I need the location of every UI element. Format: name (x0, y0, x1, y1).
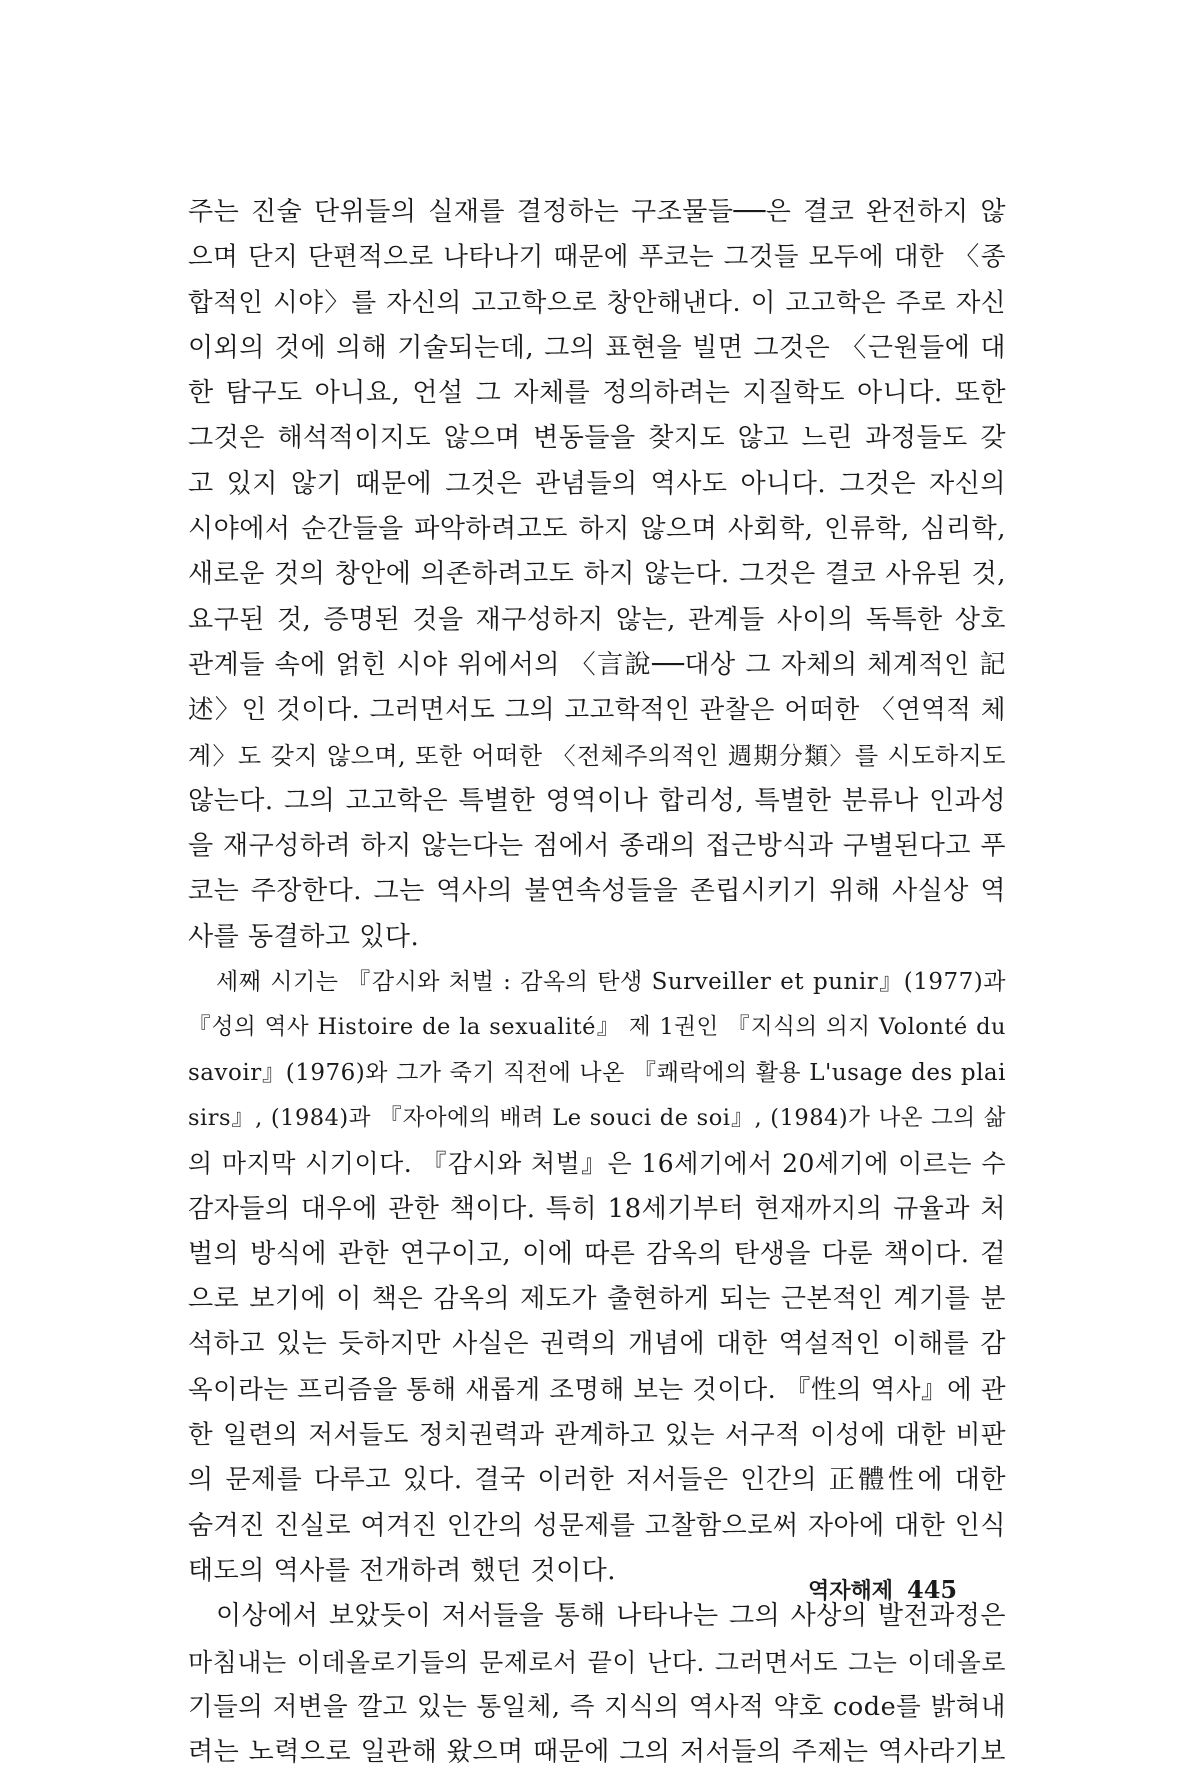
text-line: 이외의 것에 의해 기술되는데, 그의 표현을 빌면 그것은 〈근원들에 대 (188, 332, 1006, 363)
text-line: 벌의 방식에 관한 연구이고, 이에 따른 감옥의 탄생을 다룬 책이다. 겉 (188, 1238, 1006, 1269)
body-text (188, 190, 1006, 1775)
text-line: 계〉도 갖지 않으며, 또한 어떠한 〈전체주의적인 週期分類〉를 시도하지도 (188, 741, 1006, 770)
page-number: 445 (907, 1575, 958, 1604)
text-line: 합적인 시야〉를 자신의 고고학으로 창안해낸다. 이 고고학은 주로 자신 (188, 287, 1006, 318)
text-line: 『성의 역사 Histoire de la sexualité』 제 1권인 『지식의 의지 Volonté du (188, 1014, 1006, 1041)
text-line: 한 탐구도 아니요, 언설 그 자체를 정의하려는 지질학도 아니다. 또한 (188, 378, 1006, 409)
text-line: 고 있지 않기 때문에 그것은 관념들의 역사도 아니다. 그것은 자신의 (188, 468, 1006, 499)
text-line: 시야에서 순간들을 파악하려고도 하지 않으며 사회학, 인류학, 심리학, (188, 514, 1006, 545)
page-footer (808, 1575, 957, 1606)
text-line: 으로 보기에 이 책은 감옥의 제도가 출현하게 되는 근본적인 계기를 분 (188, 1284, 1006, 1315)
text-line: 태도의 역사를 전개하려 했던 것이다. (188, 1555, 617, 1586)
text-line: 마침내는 이데올로기들의 문제로서 끝이 난다. 그러면서도 그는 이데올로 (188, 1647, 1006, 1677)
text-line: savoir』(1976)와 그가 죽기 직전에 나온 『쾌락에의 활용 L'usage des plai (188, 1059, 1006, 1086)
text-line: 述〉인 것이다. 그러면서도 그의 고고학적인 관찰은 어떠한 〈연역적 체 (188, 695, 1006, 726)
text-line: sirs』, (1984)과 『자아에의 배려 Le souci de soi』, (1984)가 나온 그의 삶 (188, 1104, 1006, 1131)
text-line: 관계들 속에 얽힌 시야 위에서의 〈言說──대상 그 자체의 체계적인 記 (188, 649, 1006, 680)
text-line: 의 문제를 다루고 있다. 결국 이러한 저서들은 인간의 正體性에 대한 (188, 1465, 1006, 1496)
text-line: 요구된 것, 증명된 것을 재구성하지 않는, 관계들 사이의 독특한 상호 (188, 604, 1006, 635)
text-line: 새로운 것의 창안에 의존하려고도 하지 않는다. 그것은 결코 사유된 것, (188, 559, 1006, 590)
running-footer-section: 역자해제 (808, 1578, 894, 1604)
text-line: 옥이라는 프리즘을 통해 새롭게 조명해 보는 것이다. 『性의 역사』에 관 (188, 1374, 1006, 1405)
text-line: 그것은 해석적이지도 않으며 변동들을 찾지도 않고 느린 과정들도 갖 (188, 423, 1006, 454)
text-line: 않는다. 그의 고고학은 특별한 영역이나 합리성, 특별한 분류나 인과성 (188, 785, 1006, 816)
text-line: 기들의 저변을 깔고 있는 통일체, 즉 지식의 역사적 약호 code를 밝혀내 (188, 1691, 1006, 1722)
text-line: 으며 단지 단편적으로 나타나기 때문에 푸코는 그것들 모두에 대한 〈종 (188, 242, 1006, 273)
text-line: 세째 시기는 『감시와 처벌 : 감옥의 탄생 Surveiller et punir』(1977)과 (216, 969, 1006, 996)
text-line: 숨겨진 진실로 여겨진 인간의 성문제를 고찰함으로써 자아에 대한 인식 (188, 1510, 1006, 1541)
text-line: 주는 진술 단위들의 실재를 결정하는 구조물들──은 결코 완전하지 않 (188, 197, 1006, 227)
text-line: 을 재구성하려 하지 않는다는 점에서 종래의 접근방식과 구별된다고 푸 (188, 831, 1006, 862)
text-line: 이상에서 보았듯이 저서들을 통해 나타나는 그의 사상의 발전과정은 (216, 1601, 1006, 1632)
text-line: 한 일련의 저서들도 정치권력과 관계하고 있는 서구적 이성에 대한 비판 (188, 1420, 1006, 1451)
text-line: 사를 동결하고 있다. (188, 921, 420, 952)
text-line: 의 마지막 시기이다. 『감시와 처벌』은 16세기에서 20세기에 이르는 수 (188, 1149, 1006, 1179)
text-line: 려는 노력으로 일관해 왔으며 때문에 그의 저서들의 주제는 역사라기보 (188, 1737, 1006, 1768)
text-line: 코는 주장한다. 그는 역사의 불연속성들을 존립시키기 위해 사실상 역 (188, 876, 1006, 907)
text-line: 감자들의 대우에 관한 책이다. 특히 18세기부터 현재까지의 규율과 처 (188, 1193, 1006, 1224)
text-line: 석하고 있는 듯하지만 사실은 권력의 개념에 대한 역설적인 이해를 감 (188, 1329, 1006, 1360)
